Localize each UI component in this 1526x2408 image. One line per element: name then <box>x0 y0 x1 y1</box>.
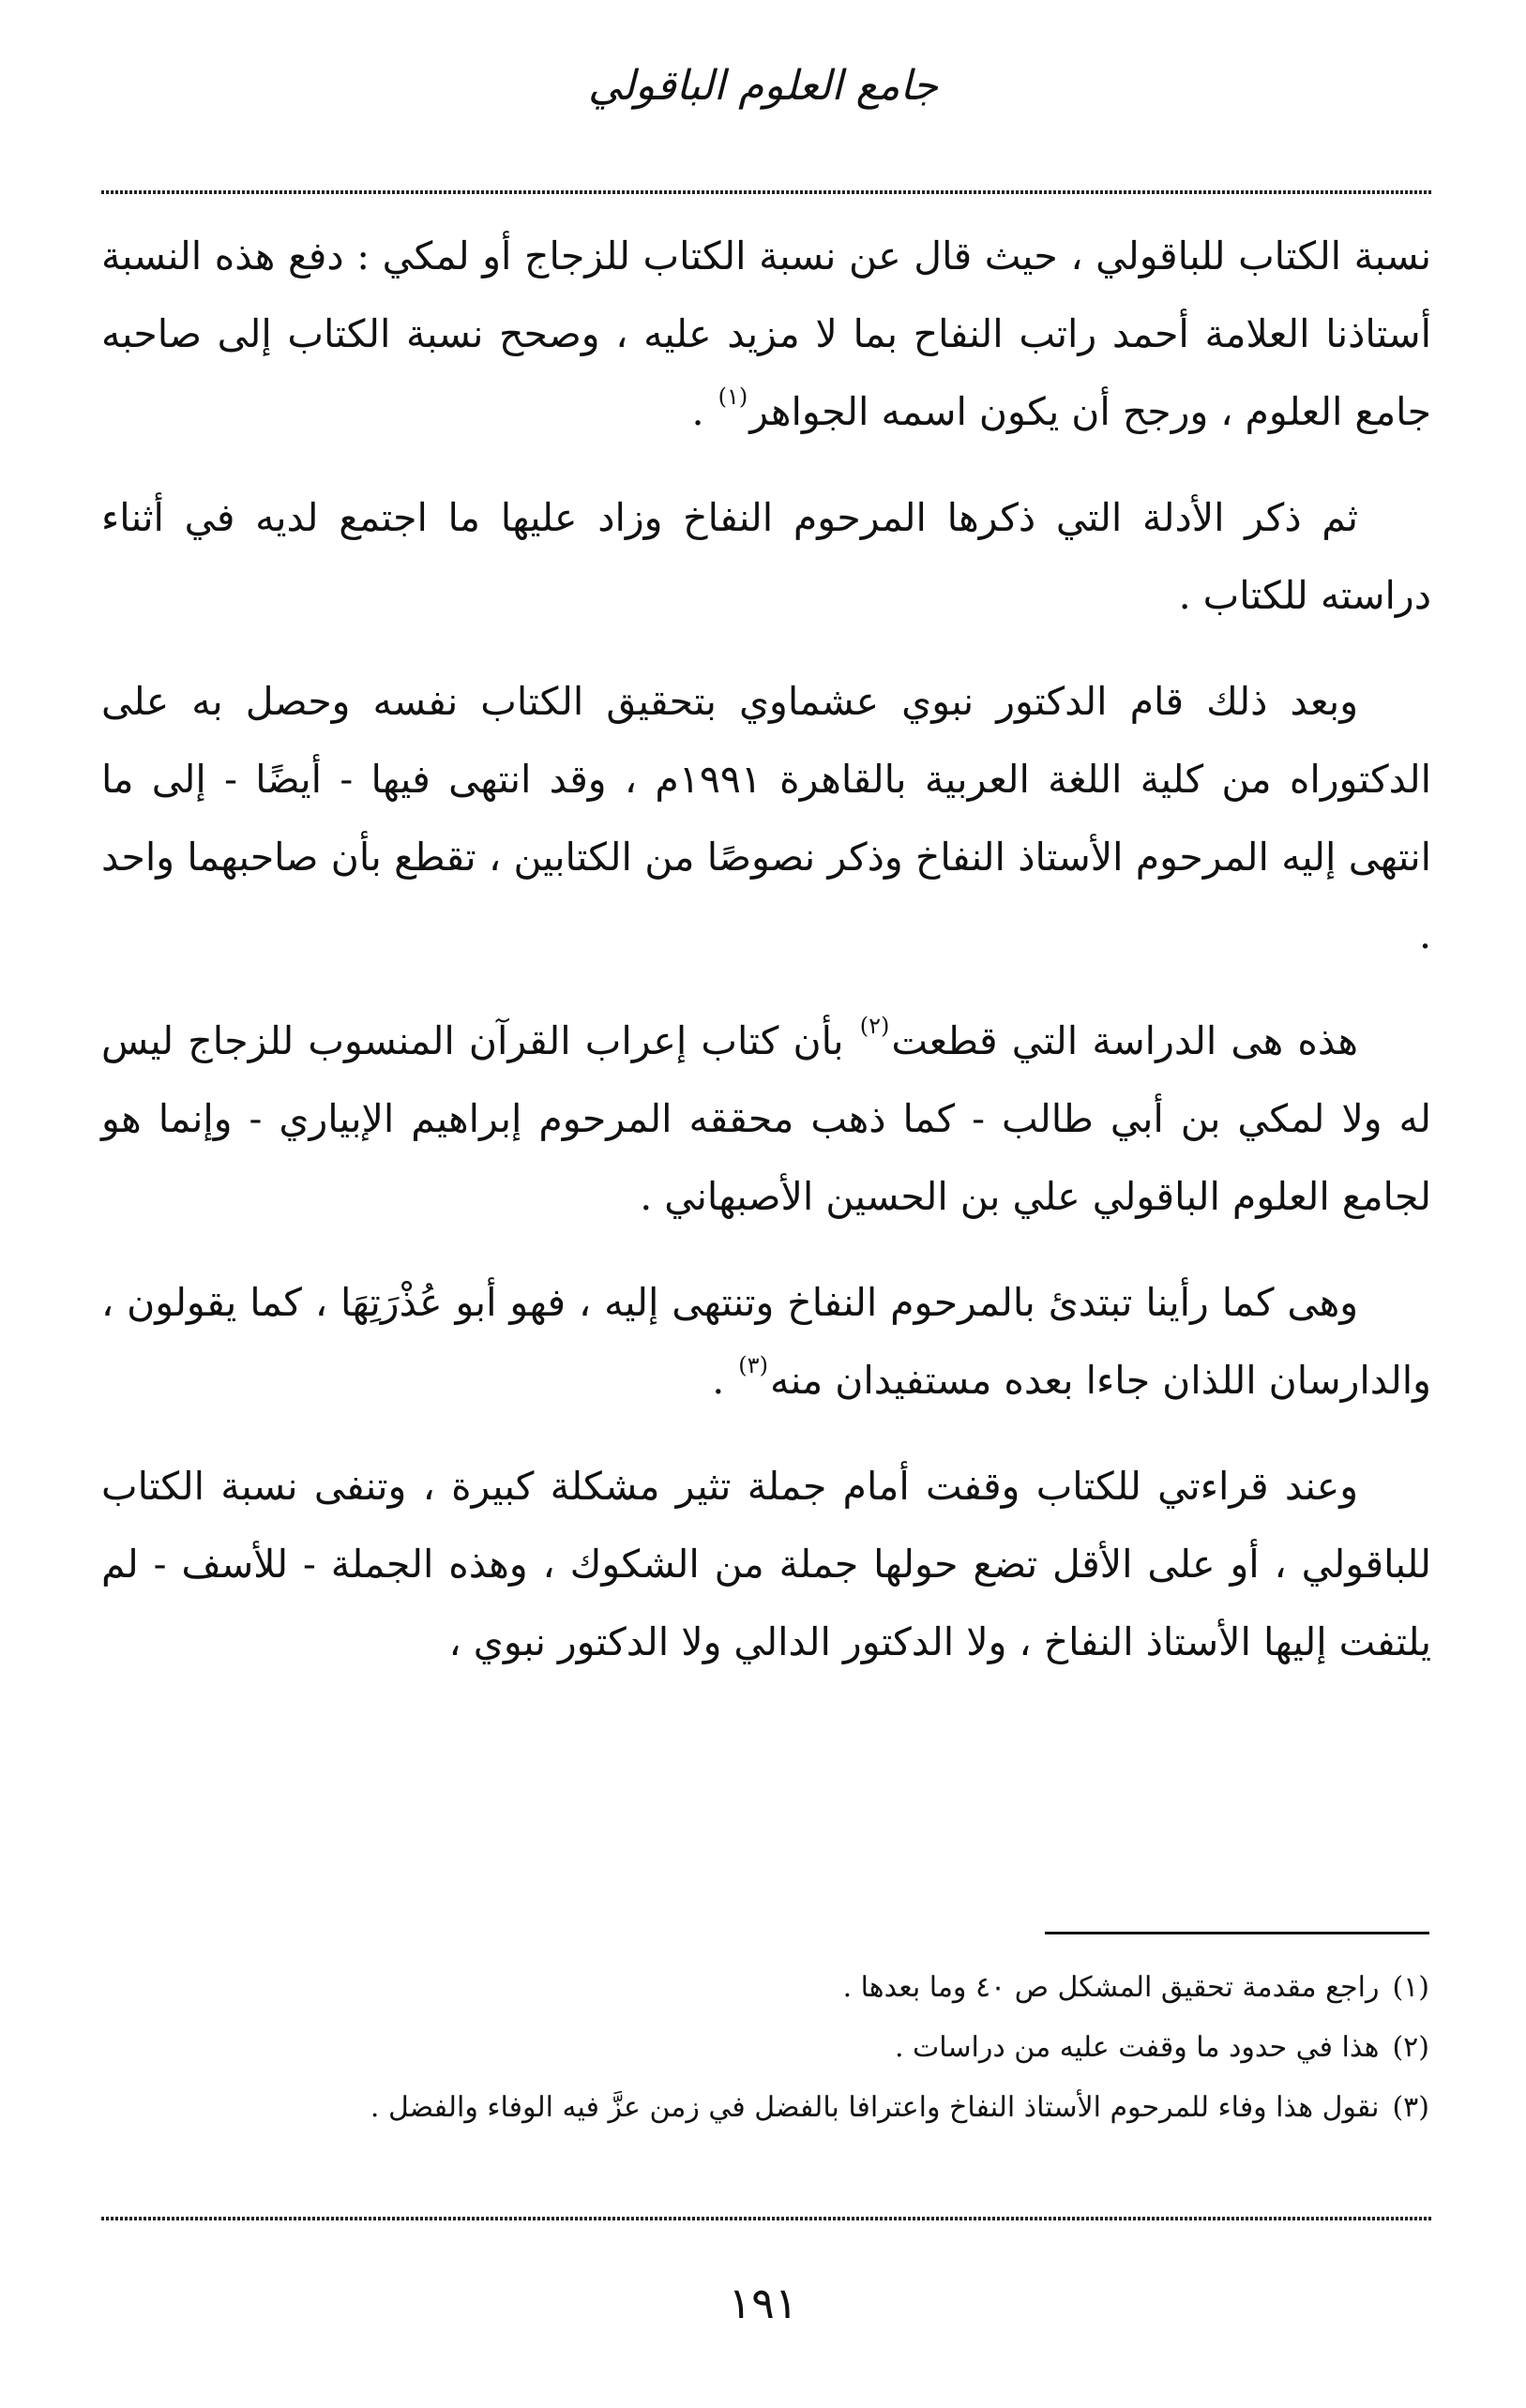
paragraph <box>101 1002 1431 1236</box>
footnote-2 <box>98 2018 1429 2078</box>
footnote-separator <box>1045 1932 1429 1934</box>
paragraph <box>101 218 1431 451</box>
paragraph <box>101 479 1431 635</box>
paragraph-text: بأن كتاب إعراب القرآن المنسوب للزجاج ليس له ولا لمكي بن أبي طالب - كما ذهب محققه المرحوم إبراهيم الإبياري - وإنما هو لجامع العلوم الباقولي علي بن الحسين الأصبهاني . <box>101 1018 1431 1219</box>
body-text <box>101 218 1431 1709</box>
paragraph <box>101 1264 1431 1420</box>
footnote-text: نقول هذا وفاء للمرحوم الأستاذ النفاخ واعترافا بالفضل في زمن عزَّ فيه الوفاء والفضل . <box>370 2091 1380 2124</box>
footnote-number: (١) <box>1392 1971 1429 2004</box>
footnote-text: راجع مقدمة تحقيق المشكل ص ٤٠ وما بعدها . <box>842 1971 1380 2004</box>
footnote-marker: (٣) <box>738 1352 768 1378</box>
paragraph-text: وعند قراءتي للكتاب وقفت أمام جملة تثير مشكلة كبيرة ، وتنفى نسبة الكتاب للباقولي ، أو على الأقل تضع حولها جملة من الشكوك ، وهذه الجملة - للأسف - لم يلتفت إليها الأستاذ النفاخ ، ولا الدكتور الدالي ولا الدكتور نبوي ، <box>101 1464 1431 1664</box>
header-rule <box>101 190 1433 194</box>
paragraph-text: . <box>691 389 717 434</box>
paragraph-text: هذه هى الدراسة التي قطعت <box>891 1018 1358 1063</box>
paragraph-text: . <box>712 1358 737 1403</box>
paragraph-text: نسبة الكتاب للباقولي ، حيث قال عن نسبة الكتاب للزجاج أو لمكي : دفع هذه النسبة أستاذنا العلامة أحمد راتب النفاح بما لا مزيد عليه ، وصحح نسبة الكتاب إلى صاحبه جامع العلوم ، ورجح أن يكون اسمه الجواهر <box>101 233 1431 434</box>
footnotes <box>98 1958 1429 2138</box>
footnote-text: هذا في حدود ما وقفت عليه من دراسات . <box>894 2031 1380 2064</box>
running-head: جامع العلوم الباقولي <box>587 62 939 110</box>
footer-rule <box>101 2217 1433 2220</box>
paragraph-text: ثم ذكر الأدلة التي ذكرها المرحوم النفاخ وزاد عليها ما اجتمع لديه في أثناء دراسته للكتاب . <box>101 495 1431 618</box>
page-number: ١٩١ <box>728 2278 798 2328</box>
paragraph-text: وبعد ذلك قام الدكتور نبوي عشماوي بتحقيق الكتاب نفسه وحصل به على الدكتوراه من كلية اللغة العربية بالقاهرة ١٩٩١م ، وقد انتهى فيها - أيضًا - إلى ما انتهى إليه المرحوم الأستاذ النفاخ وذكر نصوصًا من الكتابين ، تقطع بأن صاحبهما واحد . <box>101 679 1431 957</box>
footnote-1 <box>98 1958 1429 2018</box>
footnote-number: (٢) <box>1392 2031 1429 2064</box>
paragraph-text: وهى كما رأينا تبتدئ بالمرحوم النفاخ وتنتهى إليه ، فهو أبو عُذْرَتِهَا ، كما يقولون ، والدارسان اللذان جاءا بعده مستفيدان منه <box>101 1280 1431 1403</box>
paragraph <box>101 663 1431 974</box>
footnote-marker: (١) <box>718 384 748 410</box>
paragraph <box>101 1448 1431 1681</box>
footnote-number: (٣) <box>1392 2091 1429 2124</box>
footnote-marker: (٢) <box>859 1013 890 1039</box>
footnote-3 <box>98 2078 1429 2138</box>
